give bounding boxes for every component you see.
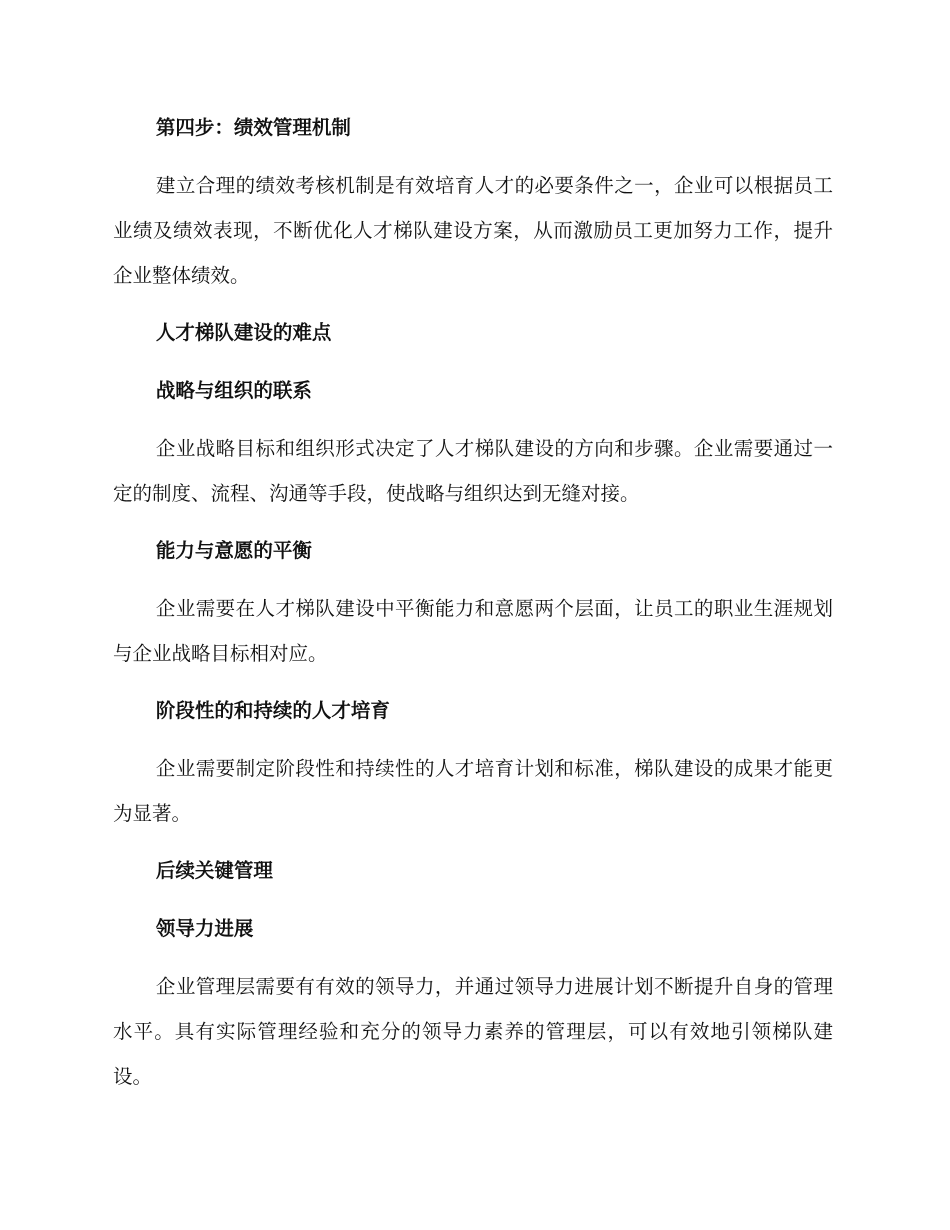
document-page [113, 105, 833, 1099]
section-paragraph: 建立合理的绩效考核机制是有效培育人才的必要条件之一，企业可以根据员工业绩及绩效表现，不断优化人才梯队建设方案，从而激励员工更加努力工作，提升企业整体绩效。 [113, 174, 833, 287]
section-heading: 第四步：绩效管理机制 [155, 116, 351, 139]
section-heading: 后续关键管理 [155, 859, 273, 882]
section-heading: 阶段性的和持续的人才培育 [155, 699, 390, 722]
section-heading: 战略与组织的联系 [155, 379, 312, 402]
section-heading: 能力与意愿的平衡 [155, 539, 312, 562]
section-heading: 领导力进展 [155, 917, 254, 940]
section-paragraph: 企业管理层需要有有效的领导力，并通过领导力进展计划不断提升自身的管理水平。具有实际管理经验和充分的领导力素养的管理层，可以有效地引领梯队建设。 [113, 975, 833, 1088]
section-heading: 人才梯队建设的难点 [155, 321, 332, 344]
section-paragraph: 企业战略目标和组织形式决定了人才梯队建设的方向和步骤。企业需要通过一定的制度、流程、沟通等手段，使战略与组织达到无缝对接。 [113, 437, 833, 505]
section-paragraph: 企业需要在人才梯队建设中平衡能力和意愿两个层面，让员工的职业生涯规划与企业战略目标相对应。 [113, 597, 833, 665]
section-paragraph: 企业需要制定阶段性和持续性的人才培育计划和标准，梯队建设的成果才能更为显著。 [113, 757, 833, 825]
